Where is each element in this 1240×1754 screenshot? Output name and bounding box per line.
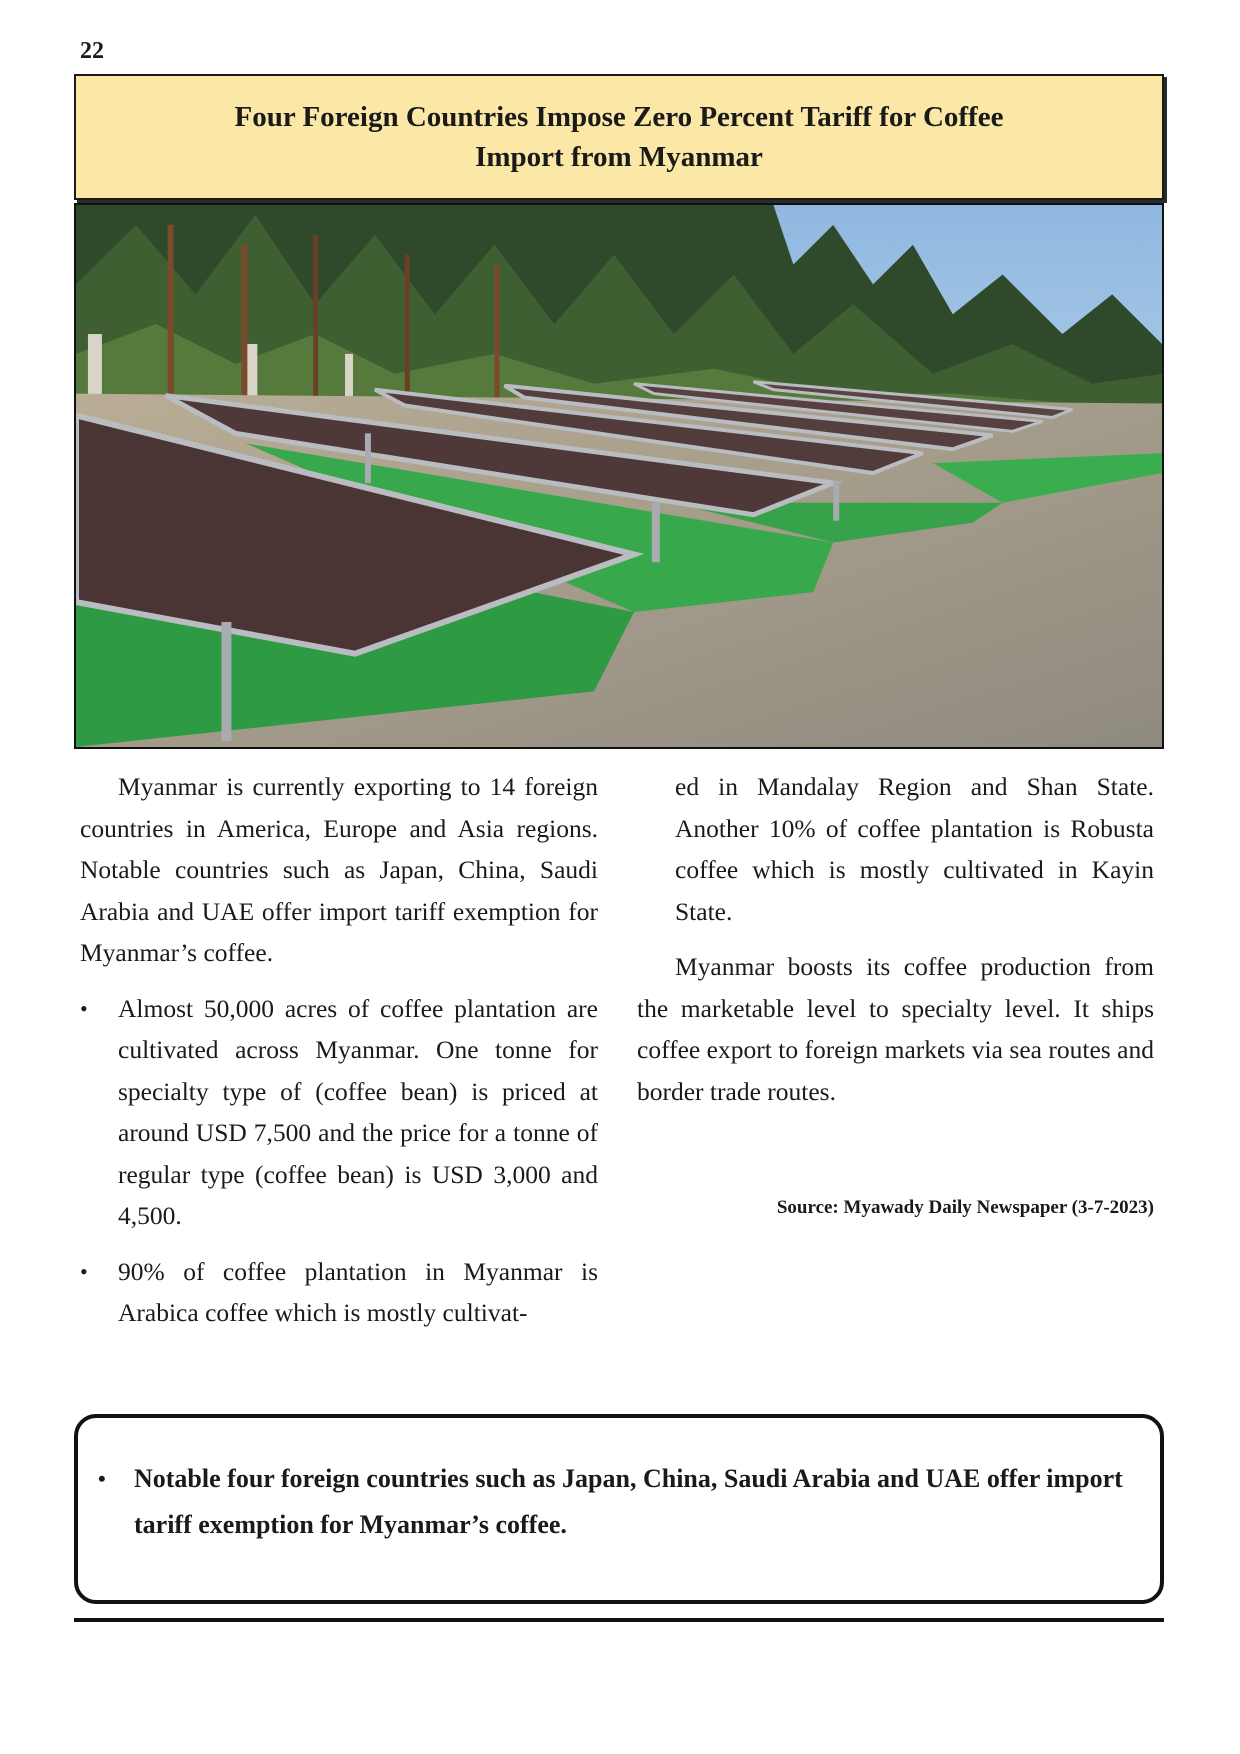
bullet-text-varieties: 90% of coffee plantation in Myanmar is Arabica coffee which is mostly cultivat- xyxy=(118,1256,598,1327)
bullet-text-varieties-continued: ed in Mandalay Region and Shan State. Another 10% of coffee plantation is Robusta coffee which is mostly cultivated in Kayin State. xyxy=(675,772,1154,926)
title-banner xyxy=(74,74,1164,200)
article-left-column xyxy=(80,766,598,1348)
list-item xyxy=(98,1456,1142,1548)
article-right-column xyxy=(637,766,1154,1126)
page-title: Four Foreign Countries Impose Zero Percent Tariff for Coffee Import from Myanmar xyxy=(234,101,1004,173)
closing-paragraph: Myanmar boosts its coffee production from the marketable level to specialty level. It ships coffee export to foreign markets via sea routes and border trade routes. xyxy=(637,952,1154,1106)
list-item xyxy=(80,988,598,1237)
bullet-icon: • xyxy=(80,995,88,1021)
bullet-icon: • xyxy=(98,1466,106,1491)
intro-paragraph: Myanmar is currently exporting to 14 foreign countries in America, Europe and Asia regions. Notable countries such as Japan, China, Saudi Arabia and UAE offer import tariff exemption for Myanmar’s coffee. xyxy=(80,772,598,967)
list-item xyxy=(80,1251,598,1334)
source-citation: Source: Myawady Daily Newspaper (3-7-2023) xyxy=(776,1197,1154,1218)
coffee-drying-beds-photo xyxy=(74,203,1164,749)
summary-text: Notable four foreign countries such as Japan, China, Saudi Arabia and UAE offer import tariff exemption for Myanmar’s coffee. xyxy=(134,1464,1123,1539)
summary-box xyxy=(74,1414,1164,1604)
bullet-text-acreage: Almost 50,000 acres of coffee plantation are cultivated across Myanmar. One tonne for specialty type of (coffee bean) is priced at around USD 7,500 and the price for a tonne of regular type (coffee bean) is USD 3,000 and 4,500. xyxy=(118,993,598,1230)
page-number: 22 xyxy=(80,38,104,64)
photo-illustration xyxy=(76,205,1162,747)
bottom-divider xyxy=(74,1618,1164,1622)
bullet-icon: • xyxy=(80,1258,88,1284)
